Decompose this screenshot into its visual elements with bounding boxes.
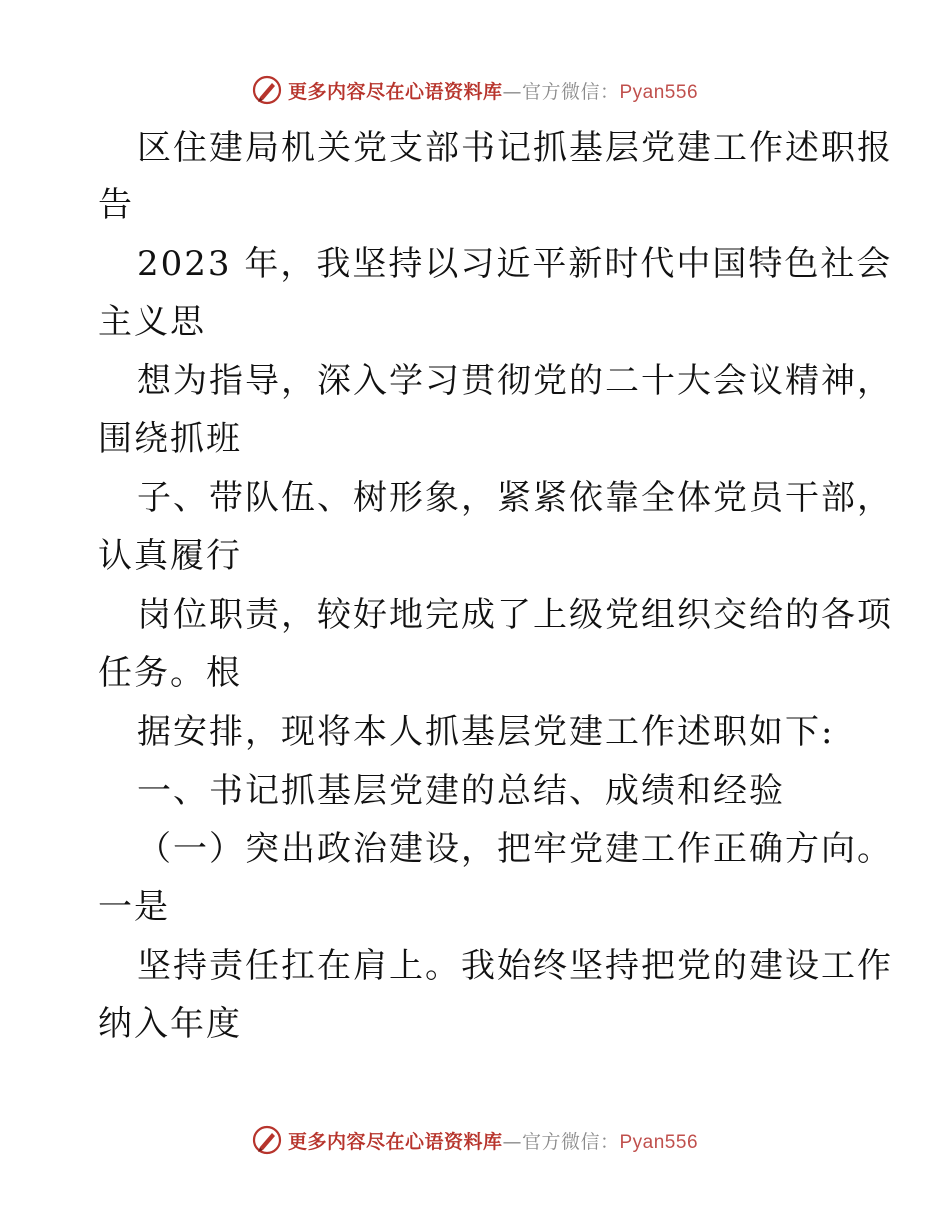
doc-line: 任务。根 xyxy=(98,653,242,693)
watermark-id: Pyan556 xyxy=(619,81,699,103)
watermark-label: 官方微信： xyxy=(521,1130,620,1153)
doc-line: 坚持责任扛在肩上。我始终坚持把党的建设工作 xyxy=(137,946,893,986)
watermark-dash: — xyxy=(502,80,522,103)
watermark-site: 更多内容尽在心语资料库 xyxy=(287,80,503,103)
watermark-site: 更多内容尽在心语资料库 xyxy=(287,1130,503,1153)
doc-line: 纳入年度 xyxy=(98,1004,242,1044)
doc-line: 主义思 xyxy=(98,302,206,342)
doc-line: 认真履行 xyxy=(98,536,242,576)
doc-line: 岗位职责，较好地完成了上级党组织交给的各项 xyxy=(137,595,893,635)
footer-watermark xyxy=(0,1120,950,1160)
doc-line: 围绕抓班 xyxy=(98,419,242,459)
doc-line: 区住建局机关党支部书记抓基层党建工作述职报 xyxy=(137,128,893,168)
doc-line: 2023 年，我坚持以习近平新时代中国特色社会 xyxy=(137,244,893,284)
pen-logo-icon xyxy=(252,1125,282,1155)
doc-line: 想为指导，深入学习贯彻党的二十大会议精神， xyxy=(137,361,893,401)
doc-line: 一是 xyxy=(98,887,170,927)
watermark-id: Pyan556 xyxy=(619,1131,699,1153)
doc-line: 据安排，现将本人抓基层党建工作述职如下: xyxy=(137,712,835,752)
watermark-label: 官方微信： xyxy=(521,80,620,103)
doc-line: （一）突出政治建设，把牢党建工作正确方向。 xyxy=(137,829,893,869)
doc-line: 子、带队伍、树形象，紧紧依靠全体党员干部， xyxy=(137,478,893,518)
doc-line: 告 xyxy=(98,185,134,225)
doc-line: 一、书记抓基层党建的总结、成绩和经验 xyxy=(137,771,785,811)
watermark-text xyxy=(288,1127,698,1154)
watermark-dash: — xyxy=(502,1130,522,1153)
